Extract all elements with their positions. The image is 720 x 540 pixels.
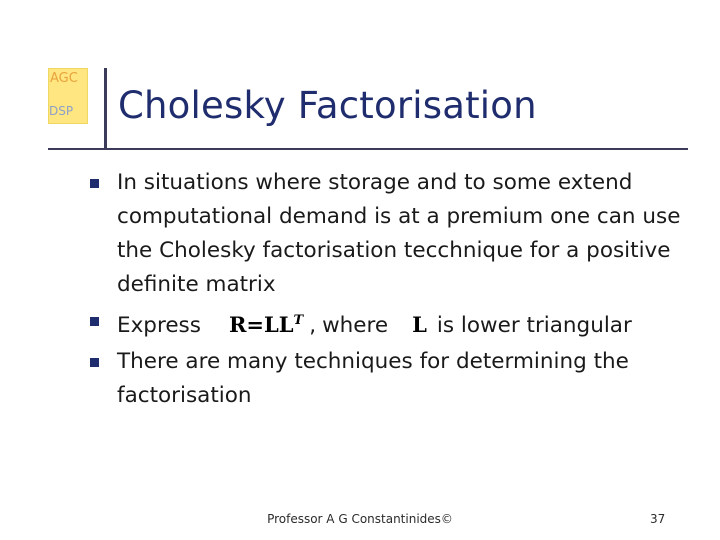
list-item (90, 166, 710, 302)
logo-label-bottom: DSP (49, 104, 74, 118)
formula-superscript: T (293, 313, 304, 328)
slide-header (0, 0, 720, 150)
formula-rhs: LL (264, 312, 294, 337)
bullet-text: There are many techniques for determining the factorisation (117, 349, 629, 408)
list-item (90, 304, 710, 343)
square-bullet-icon (90, 358, 99, 367)
page-title: Cholesky Factorisation (118, 84, 537, 127)
header-horizontal-rule (48, 148, 688, 150)
footer-author: Professor A G Constantinides© (267, 512, 453, 526)
square-bullet-icon (90, 179, 99, 188)
formula-comma: , (309, 313, 317, 338)
formula-lhs: R (228, 312, 247, 337)
bullet-text-formula (117, 304, 710, 343)
formula-symbol-L: L (412, 312, 427, 337)
formula-lead-word: Express (117, 313, 201, 338)
footer-page-number: 37 (650, 512, 666, 526)
formula-equals: = (246, 312, 265, 337)
slide-body (90, 166, 710, 415)
formula-expression (229, 304, 303, 342)
header-vertical-rule (104, 68, 107, 150)
square-bullet-icon (90, 317, 99, 326)
list-item (90, 345, 710, 413)
formula-where-word: where (322, 313, 389, 338)
formula-tail-text: is lower triangular (436, 313, 632, 338)
logo-label-top: AGC (50, 71, 78, 86)
bullet-text: In situations where storage and to some extend computational demand is at a premium one can use the Cholesky factorisation tecchnique for a positive definite matrix (117, 170, 681, 297)
